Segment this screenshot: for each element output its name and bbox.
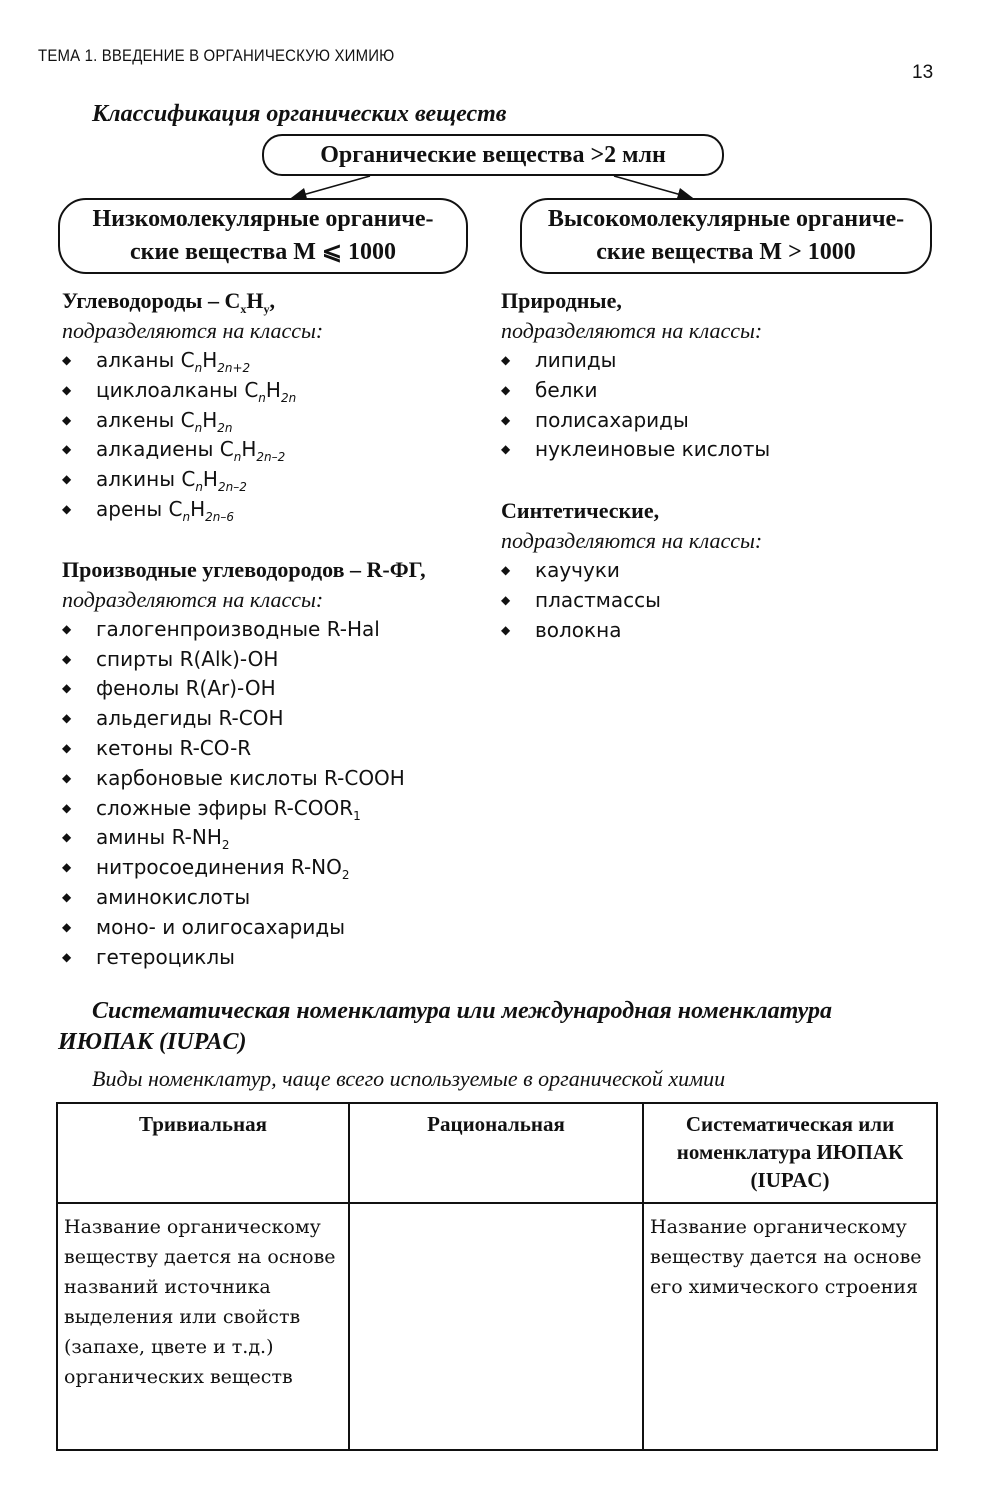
derivatives-heading: Производные углеводородов – R-ФГ, [62, 556, 426, 582]
list-item: ◆ арены $C_nH_{2n-6}$ [62, 496, 234, 524]
list-item: ◆ каучуки [501, 558, 620, 583]
list-item: ◆ волокна [501, 617, 622, 642]
column-header-trivial: Тривиальная [57, 1103, 349, 1203]
list-item: ◆ алкины $C_nH_{2n-2}$ [62, 467, 247, 495]
page-number: 13 [912, 62, 934, 83]
derivatives-subtitle: подразделяются на классы: [62, 586, 324, 612]
cell-rational [349, 1203, 643, 1450]
list-item: ◆ карбоновые кислоты R-COOH [62, 765, 405, 790]
synthetic-heading: Синтетические, [501, 498, 660, 524]
root-node [262, 134, 724, 176]
natural-subtitle: подразделяются на классы: [501, 318, 763, 343]
nomenclature-table [56, 1102, 938, 1451]
table-row [57, 1203, 937, 1450]
running-head: ТЕМА 1. ВВЕДЕНИЕ В ОРГАНИЧЕСКУЮ ХИМИЮ [38, 46, 395, 65]
table-header-row [57, 1103, 937, 1203]
list-item: ◆ амины $R-NH_2$ [62, 825, 230, 853]
column-header-systematic: Систематическая или номенклатура ИЮПАК (IUPAC) [643, 1103, 937, 1203]
list-item: ◆ липиды [501, 348, 617, 372]
hydrocarbons-heading: Углеводороды – $C_xH_y$, [62, 288, 275, 316]
list-item: ◆ алкадиены $C_nH_{2n-2}$ [62, 437, 286, 465]
list-item: ◆ белки [501, 377, 598, 402]
high-molecular-line1: Высокомолекулярные органиче- [547, 206, 905, 232]
arrow-to-high [614, 176, 692, 198]
high-molecular-node [520, 198, 932, 274]
list-item: ◆ нуклеиновые кислоты [501, 437, 771, 462]
list-item: ◆ сложные эфиры $R-COOR_1$ [62, 795, 361, 823]
natural-list [501, 346, 941, 465]
low-molecular-line2: ские вещества M ⩽ 1000 [130, 239, 396, 265]
derivatives-list [62, 615, 492, 973]
list-item: ◆ моно- и олигосахариды [62, 914, 345, 939]
high-molecular-line2: ские вещества M > 1000 [596, 239, 856, 265]
cell-systematic: Название органическому веществу дается на основе его химического строения [643, 1203, 937, 1450]
low-molecular-line1: Низкомолекулярные органиче- [92, 206, 434, 232]
table-caption: Виды номенклатур, чаще всего используемые в органической химии [92, 1066, 726, 1091]
list-item: ◆ нитросоединения $R-NO_2$ [62, 855, 350, 883]
arrow-to-low [292, 176, 370, 198]
nomenclature-title-line2: ИЮПАК (IUPAC) [58, 1029, 247, 1055]
nomenclature-title-line1: Систематическая номенклатура или международная номенклатура [92, 998, 832, 1024]
list-item: ◆ алкены $C_nH_{2n}$ [62, 407, 233, 435]
list-item: ◆ циклоалканы $C_nH_{2n}$ [62, 377, 297, 405]
list-item: ◆ алканы $C_nH_{2n+2}$ [62, 348, 251, 375]
hydrocarbons-subtitle: подразделяются на классы: [62, 318, 324, 343]
cell-trivial: Название органическому веществу дается на основе названий источника выделения или свойств (запахе, цвете и т.д.) органических веществ [57, 1203, 349, 1450]
left-column [62, 286, 492, 972]
list-item: ◆ пластмассы [501, 587, 661, 612]
list-item: ◆ фенолы R(Ar)-OH [62, 676, 276, 701]
list-item: ◆ гетероциклы [62, 944, 235, 969]
list-item: ◆ полисахариды [501, 407, 689, 432]
hydrocarbons-list [62, 346, 492, 525]
list-item: ◆ кетоны R-CO-R [62, 735, 252, 760]
root-node-label: Органические вещества >2 млн [320, 141, 666, 168]
natural-heading: Природные, [501, 288, 622, 313]
classification-title: Классификация органических веществ [92, 101, 507, 127]
list-item: ◆ спирты R(Alk)-OH [62, 646, 279, 671]
right-column [501, 286, 941, 646]
list-item: ◆ галогенпроизводные R-Hal [62, 616, 380, 641]
low-molecular-node [58, 198, 468, 274]
column-header-rational: Рациональная [349, 1103, 643, 1203]
list-item: ◆ альдегиды R-COH [62, 706, 284, 731]
list-item: ◆ аминокислоты [62, 884, 251, 909]
synthetic-subtitle: подразделяются на классы: [501, 528, 763, 554]
synthetic-list [501, 556, 941, 645]
